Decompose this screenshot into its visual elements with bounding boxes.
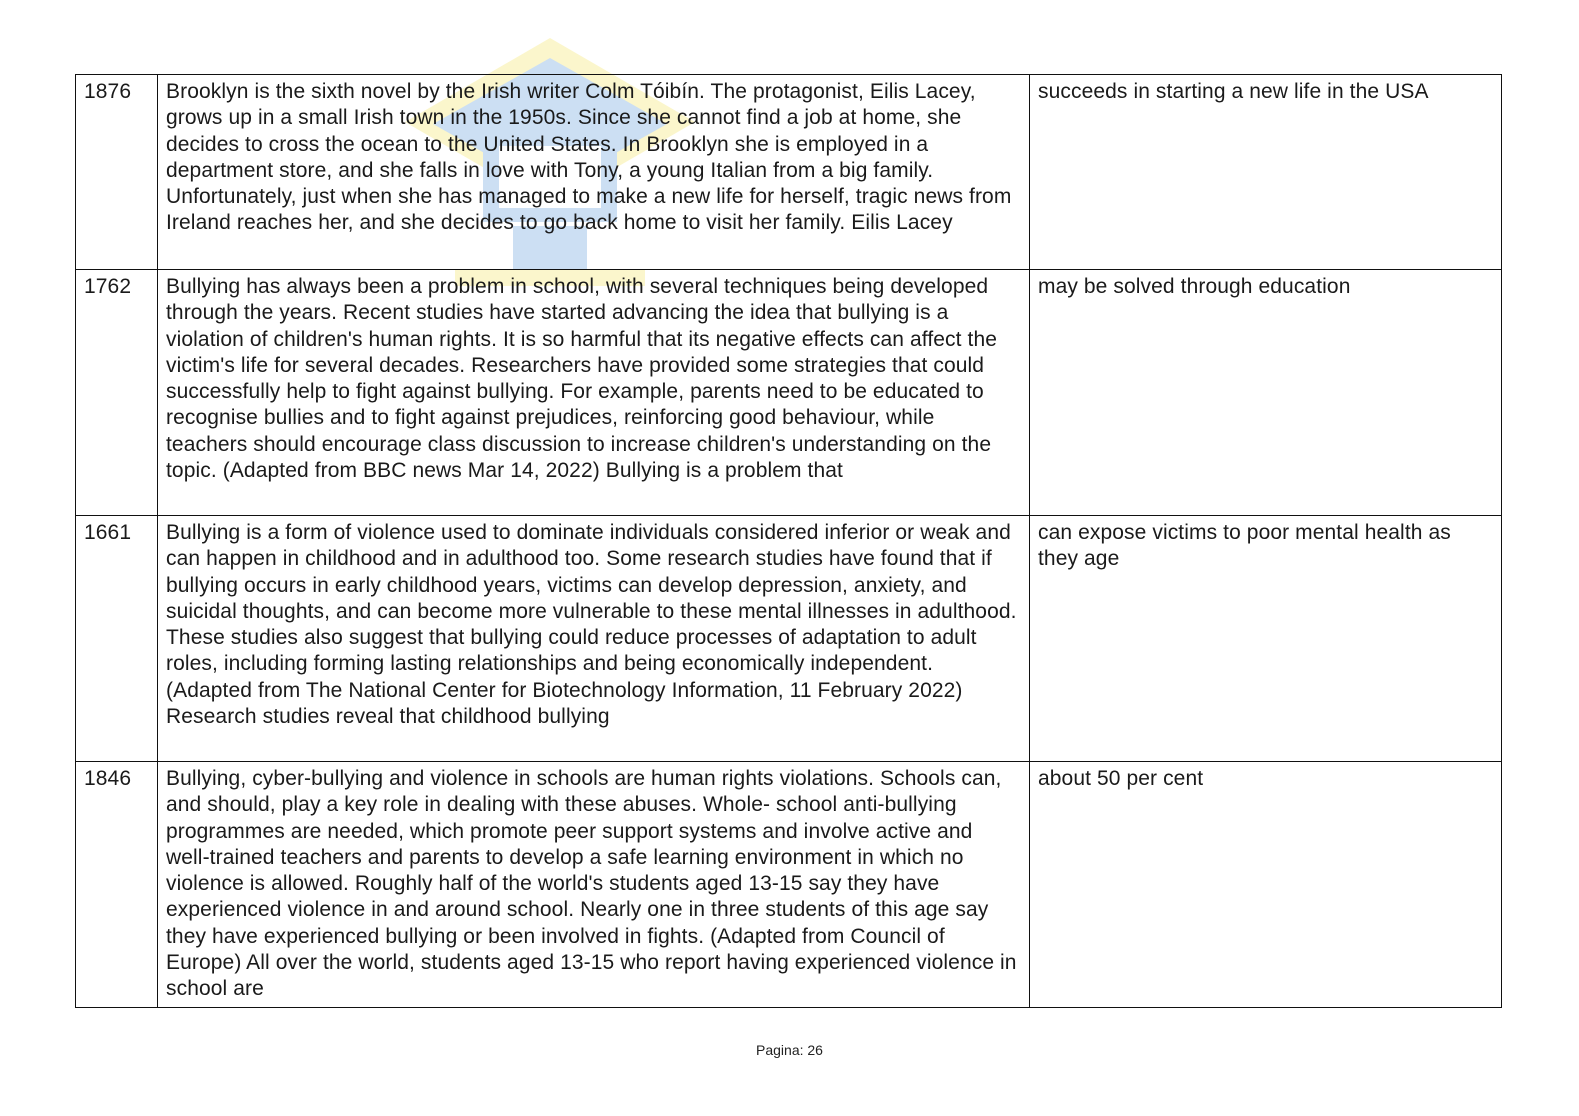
question-text: Bullying has always been a problem in school, with several techniques being developed through the years. Recent studies have started advancing the idea that bullying is a violation of children's human rights. It is so harmful that its negative effects can affect the victim's life for several decades. Researchers have provided some strategies that could successfully help to fight against bullying. For example, parents need to be educated to recognise bullies and to fight against prejudices, reinforcing good behaviour, while teachers should encourage class discussion to increase children's understanding on the topic. (Adapted from BBC news Mar 14, 2022) Bullying is a problem that <box>158 270 1030 516</box>
question-answer: may be solved through education <box>1030 270 1502 516</box>
question-id: 1762 <box>76 270 158 516</box>
question-text: Brooklyn is the sixth novel by the Irish writer Colm Tóibín. The protagonist, Eilis Lacey, grows up in a small Irish town in the 1950s. Since she cannot find a job at home, she decides to cross the ocean to the United States. In Brooklyn she is employed in a department store, and she falls in love with Tony, a young Italian from a big family. Unfortunately, just when she has managed to make a new life for herself, tragic news from Ireland reaches her, and she decides to go back home to visit her family. Eilis Lacey <box>158 75 1030 270</box>
table-row <box>76 75 1502 270</box>
question-answer: can expose victims to poor mental health as they age <box>1030 516 1502 762</box>
table-row <box>76 516 1502 762</box>
question-id: 1661 <box>76 516 158 762</box>
questions-table <box>75 74 1502 1008</box>
question-id: 1876 <box>76 75 158 270</box>
table-row <box>76 762 1502 1008</box>
question-answer: succeeds in starting a new life in the USA <box>1030 75 1502 270</box>
question-answer: about 50 per cent <box>1030 762 1502 1008</box>
table-row <box>76 270 1502 516</box>
question-text: Bullying is a form of violence used to dominate individuals considered inferior or weak and can happen in childhood and in adulthood too. Some research studies have found that if bullying occurs in early childhood years, victims can develop depression, anxiety, and suicidal thoughts, and can become more vulnerable to these mental illnesses in adulthood. These studies also suggest that bullying could reduce processes of adaptation to adult roles, including forming lasting relationships and being economically independent. (Adapted from The National Center for Biotechnology Information, 11 February 2022) Research studies reveal that childhood bullying <box>158 516 1030 762</box>
question-id: 1846 <box>76 762 158 1008</box>
page-number: Pagina: 26 <box>756 1042 823 1058</box>
question-text: Bullying, cyber-bullying and violence in schools are human rights violations. Schools can, and should, play a key role in dealing with these abuses. Whole- school anti-bullying programmes are needed, which promote peer support systems and involve active and well-trained teachers and parents to develop a safe learning environment in which no violence is allowed. Roughly half of the world's students aged 13-15 say they have experienced violence in and around school. Nearly one in three students of this age say they have experienced bullying or been involved in fights. (Adapted from Council of Europe) All over the world, students aged 13-15 who report having experienced violence in school are <box>158 762 1030 1008</box>
